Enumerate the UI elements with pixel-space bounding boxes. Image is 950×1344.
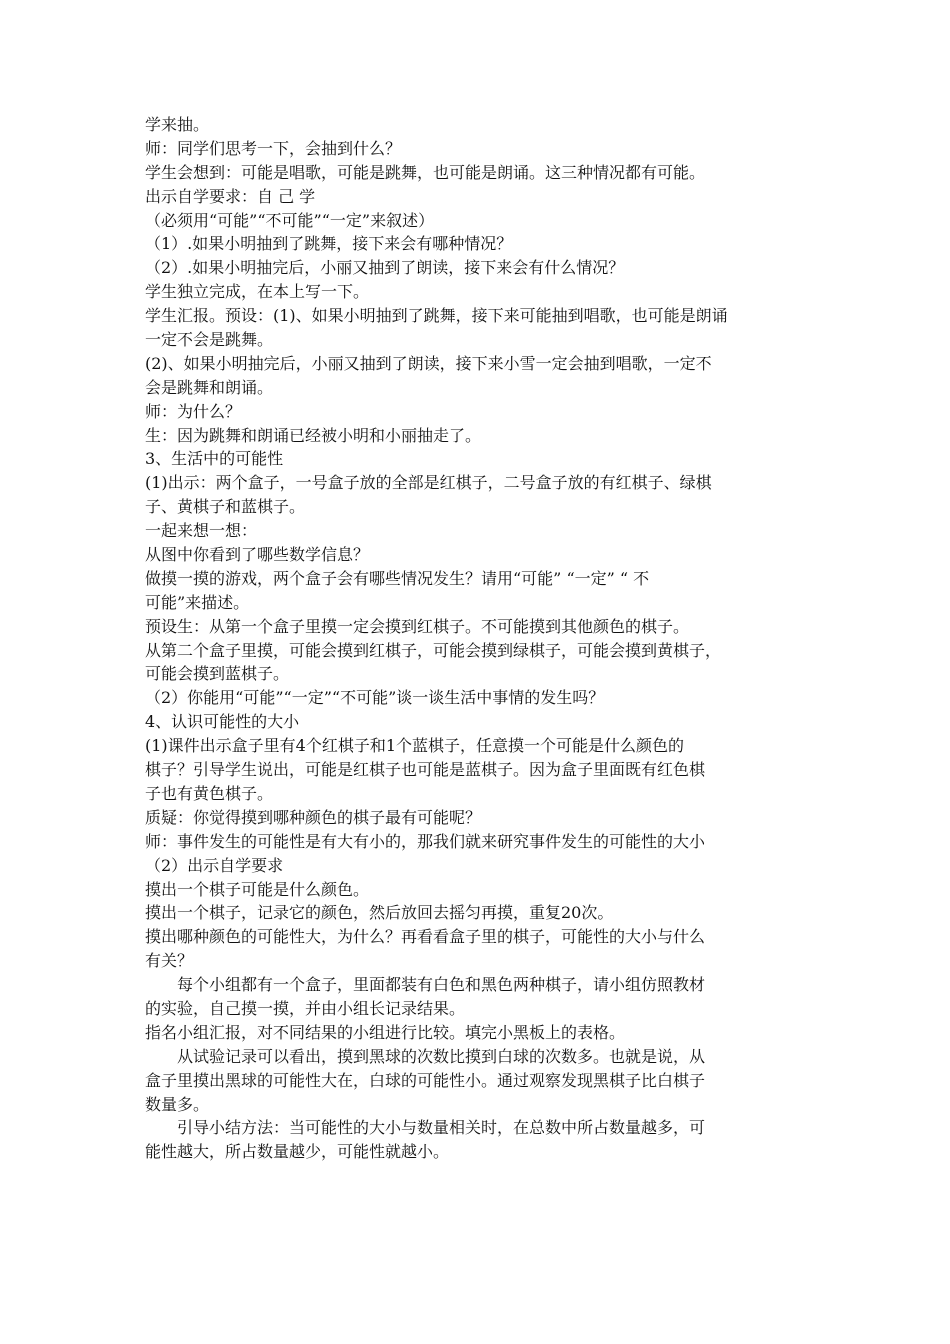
text-line: 子也有黄色棋子。: [145, 783, 274, 803]
text-line: 指名小组汇报，对不同结果的小组进行比较。填完小黑板上的表格。: [145, 1022, 626, 1042]
text-line: （必须用“可能”“不可能”“一定”来叙述）: [145, 210, 435, 230]
text-line: 可能”来描述。: [145, 592, 250, 612]
text-line: 出示自学要求：自 己 学: [145, 186, 316, 206]
text-line: （2）你能用“可能”“一定”“不可能”谈一谈生活中事情的发生吗？: [145, 688, 605, 708]
text-line: 的实验，自己摸一摸，并由小组长记录结果。: [145, 998, 466, 1018]
document-page: [145, 113, 810, 1164]
text-line: 摸出一个棋子，记录它的颜色，然后放回去摇匀再摸，重复20次。: [145, 903, 614, 923]
text-line: (1)出示：两个盒子，一号盒子放的全部是红棋子，二号盒子放的有红棋子、绿棋: [145, 473, 712, 493]
text-line: 质疑：你觉得摸到哪种颜色的棋子最有可能呢？: [145, 807, 482, 827]
indented-text-line: 引导小结方法：当可能性的大小与数量相关时，在总数中所占数量越多，可: [177, 1118, 706, 1138]
text-line: 摸出哪种颜色的可能性大，为什么？再看看盒子里的棋子，可能性的大小与什么: [145, 927, 706, 947]
text-line: 可能会摸到蓝棋子。: [145, 664, 290, 684]
text-line: 有关？: [145, 951, 194, 971]
text-line: （2）.如果小明抽完后，小丽又抽到了朗读，接下来会有什么情况？: [145, 258, 625, 278]
text-line: （2）出示自学要求: [145, 855, 284, 875]
text-line: (1)课件出示盒子里有4个红棋子和1个蓝棋子，任意摸一个可能是什么颜色的: [145, 736, 685, 756]
text-line: 学生会想到：可能是唱歌，可能是跳舞，也可能是朗诵。这三种情况都有可能。: [145, 162, 706, 182]
text-line: 会是跳舞和朗诵。: [145, 377, 274, 397]
text-line: 盒子里摸出黑球的可能性大在，白球的可能性小。通过观察发现黑棋子比白棋子: [145, 1070, 706, 1090]
text-line: 做摸一摸的游戏，两个盒子会有哪些情况发生？请用“可能” “一定” “ 不: [145, 568, 650, 588]
text-line: 师：同学们思考一下，会抽到什么？: [145, 138, 402, 158]
text-line: 一起来想一想：: [145, 521, 258, 541]
text-line: 学生独立完成，在本上写一下。: [145, 282, 370, 302]
text-line: (2)、如果小明抽完后，小丽又抽到了朗读，接下来小雪一定会抽到唱歌，一定不: [145, 353, 712, 373]
text-line: 数量多。: [145, 1094, 210, 1114]
text-line: 能性越大，所占数量越少，可能性就越小。: [145, 1142, 450, 1162]
text-line: 从图中你看到了哪些数学信息？: [145, 545, 370, 565]
text-line: （1）.如果小明抽到了跳舞，接下来会有哪种情况？: [145, 234, 513, 254]
text-line: 一定不会是跳舞。: [145, 330, 274, 350]
text-line: 从第二个盒子里摸，可能会摸到红棋子，可能会摸到绿棋子，可能会摸到黄棋子，: [145, 640, 722, 660]
text-line: 师：为什么？: [145, 401, 242, 421]
text-line: 棋子？引导学生说出，可能是红棋子也可能是蓝棋子。因为盒子里面既有红色棋: [145, 760, 706, 780]
text-line: 子、黄棋子和蓝棋子。: [145, 497, 306, 517]
text-line: 师：事件发生的可能性是有大有小的，那我们就来研究事件发生的可能性的大小: [145, 831, 706, 851]
indented-text-line: 每个小组都有一个盒子，里面都装有白色和黑色两种棋子，请小组仿照教材: [177, 975, 706, 995]
text-line: 学来抽。: [145, 115, 210, 134]
text-line: 学生汇报。预设：(1)、如果小明抽到了跳舞，接下来可能抽到唱歌，也可能是朗诵: [145, 306, 728, 326]
text-line: 生：因为跳舞和朗诵已经被小明和小丽抽走了。: [145, 425, 482, 445]
text-line: 预设生：从第一个盒子里摸一定会摸到红棋子。不可能摸到其他颜色的棋子。: [145, 616, 690, 636]
text-line: 摸出一个棋子可能是什么颜色。: [145, 879, 370, 899]
indented-text-line: 从试验记录可以看出，摸到黑球的次数比摸到白球的次数多。也就是说，从: [177, 1046, 706, 1066]
section-heading: 3、生活中的可能性: [145, 449, 284, 469]
section-heading: 4、认识可能性的大小: [145, 712, 300, 732]
